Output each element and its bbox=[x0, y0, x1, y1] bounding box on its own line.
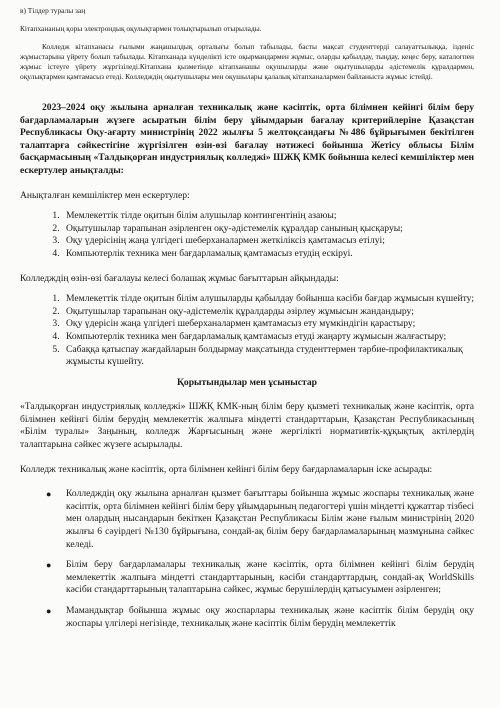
library-paragraph: Колледж кітапханасы ғылыми жаңашылдық орталығы болып табылады, басты мақсат студенттерді салауаттылыққа, ізденіс жұмыстарына үйрету болып табылады. Кітапханада күнделікті істе оқырмандармен жұмыс, оларды қабылдау, тыңдау, кеңес беру, каталогпен жұмыс істеуге үйрету жұргізіледі.Кітапхана қызметінде кітапханашы оқушыларды және оқытушыларды әдістемелік құралдармен, оқулықтармен қамтамасыз етеді. Колледждің оқытушылары мен оқушылары қалалық кітапханалармен байланыста жұмыс істейді. bbox=[20, 42, 474, 81]
directions-label: Колледждің өзін-өзі бағалауы келесі болашақ жұмыс бағыттарын айқындады: bbox=[20, 272, 339, 284]
directions-list bbox=[20, 293, 474, 369]
bullet-icon: ● bbox=[46, 560, 52, 571]
list-item: 1. Мемлекеттік тілде оқитын білім алушыларды қабылдау бойынша кәсіби бағдар жұмысын күшейту; bbox=[62, 293, 474, 306]
library-fund-line: Кітапхананың қоры электрондық оқулықтармен толықтырылып отырылады. bbox=[20, 24, 262, 33]
list-item bbox=[46, 559, 474, 597]
list-item: 4. Компьютерлік техника мен бағдарламалық қамтамасыз етудің ескіруі. bbox=[62, 248, 474, 261]
bullet-text: Білім беру бағдарламалары техникалық және кәсіптік, орта білімнен кейінгі білім берудің мемлекеттік жалпыға міндетті стандарттарының, кәсіби стандарттардың, сондай-ақ WorldSkills кәсіби стандарттарының талаптарына сәйкес, жұмыс берушілердің қатысуымен әзірленген; bbox=[66, 559, 474, 596]
conclusions-paragraph-2: Колледж техникалық және кәсіптік, орта білімнен кейінгі білім беру бағдарламаларын іске асырады: bbox=[20, 463, 433, 475]
law-subheading: в) Тілдер туралы заң bbox=[20, 6, 86, 15]
bullet-text: Мамандықтар бойынша жұмыс оқу жоспарлары техникалық және кәсіптік білім берудің оқу жоспары үлгілері негізінде, техникалық және кәсіптік білім берудің мемлекеттік bbox=[66, 605, 474, 629]
list-item: 2. Оқытушылар тарапынан әзірленген оқу-әдістемелік құралдар санының қысқаруы; bbox=[62, 223, 474, 236]
deficiencies-label: Анықталған кемшіліктер мен ескертулер: bbox=[20, 189, 190, 201]
self-assessment-intro: 2023–2024 оқу жылына арналған техникалық және кәсіптік, орта білімнен кейінгі білім беру бағдарламаларын жүзеге асыратын білім беру ұйымдарын бағалау критерийлеріне Қазақстан Республикасы Оқу-ағарту министрінің 2022 жылғы 5 желтоқсандағы №486 бұйрығымен бекітілген талаптарға сәйкестігіне жүргізілген өзін-өзі бағалау нәтижесі бойынша Жетісу облысы Білім басқармасының «Талдықорған индустриялық колледжі» ШЖҚ КМК бойынша келесі кемшіліктер мен ескертулер анықталды: bbox=[20, 102, 474, 176]
bullet-icon: ● bbox=[46, 606, 52, 616]
list-item: 5. Сабаққа қатыспау жағдайларын болдырмау мақсатында студенттермен тәрбие-профилактикалық жұмысты күшейту. bbox=[62, 344, 474, 369]
list-item: 4. Компьютерлік техника мен бағдарламалық қамтамасыз етуді жаңарту жұмысын жалғастыру; bbox=[62, 331, 474, 344]
deficiencies-list bbox=[20, 210, 474, 260]
conclusions-title: Қорытындылар мен ұсыныстар bbox=[176, 376, 318, 388]
list-item bbox=[46, 605, 474, 630]
list-item: 3. Оқу үдерісінің жаңа үлгідегі шеберханалармен жеткіліксіз қамтамасыз етілуі; bbox=[62, 235, 474, 248]
conclusions-bullets bbox=[20, 488, 474, 630]
list-item: 1. Мемлекеттік тілде оқитын білім алушылар контингентінің азаюы; bbox=[62, 210, 474, 223]
list-item: 2. Оқытушылар тарапынан оқу-әдістемелік құралдарды әзірлеу жұмысын жандандыру; bbox=[62, 306, 474, 319]
list-item bbox=[46, 488, 474, 551]
bullet-icon: ● bbox=[46, 489, 52, 500]
conclusions-paragraph-1: «Талдықорған индустриялық колледжі» ШЖҚ КМК-ның білім беру қызметі техникалық және кәсіптік, орта білімнен кейінгі білім берудің мемлекеттік жалпыға міндетті стандарттарын, Қазақстан Республикасының «Білім туралы» Заңының, колледж Жарғысының және жергілікті нормативтік-құқықтық актілердің талаптарына сәйкес жүзеге асырылады. bbox=[20, 401, 474, 451]
list-item: 3. Оқу үдерісін жаңа үлгідегі шеберханалармен қамтамасыз ету мүмкіндігін қарастыру; bbox=[62, 318, 474, 331]
bullet-text: Колледждің оқу жылына арналған қызмет бағыттары бойынша жұмыс жоспары техникалық және кәсіптік, орта білімнен кейінгі білім беру ұйымдарының педагогтері үшін міндетті құжаттар тізбесі мен олардың нысандарын бекіткен Қазақстан Республикасы Білім және ғылым министрінің 2020 жылғы 6 сәуірдегі №130 бұйрығына, сондай-ақ білім беру бағдарламаларының мазмұнына сәйкес келеді. bbox=[66, 488, 474, 550]
